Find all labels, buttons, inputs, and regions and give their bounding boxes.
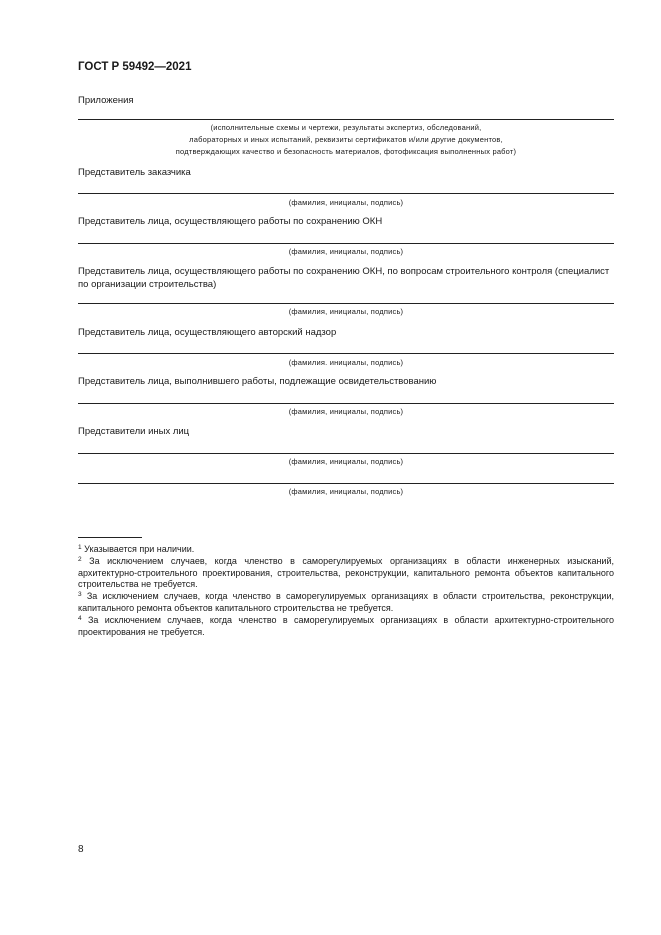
author-supervision-signature-caption: (фамилия. инициалы, подпись) — [288, 358, 404, 367]
customer-label: Представитель заказчика — [78, 167, 191, 178]
standard-code: ГОСТ Р 59492—2021 — [78, 61, 192, 73]
customer-signature-caption: (фамилия, инициалы, подпись) — [288, 198, 404, 207]
footnote-3 — [78, 591, 614, 614]
footnote-1-number: 1 — [78, 544, 82, 551]
other-parties-label: Представители иных лиц — [78, 426, 190, 437]
other-parties-signature-caption-1: (фамилия, инициалы, подпись) — [288, 457, 404, 466]
author-supervision-label: Представитель лица, осуществляющего авторский надзор — [78, 327, 337, 338]
footnote-4-number: 4 — [78, 615, 82, 622]
attachments-line — [78, 119, 614, 120]
attachments-caption — [78, 122, 614, 158]
footnote-2 — [78, 556, 614, 591]
footnote-4 — [78, 615, 614, 638]
okn-signature-line — [78, 243, 614, 244]
footnote-3-number: 3 — [78, 591, 82, 598]
performer-label: Представитель лица, выполнившего работы, подлежащие освидетельствованию — [78, 376, 437, 387]
other-parties-signature-line-1 — [78, 453, 614, 454]
attachments-label: Приложения — [78, 95, 134, 106]
footnote-3-text: За исключением случаев, когда членство в саморегулируемых организациях в области строительства, реконструкции, капитального ремонта объектов капитального строительства не требуется. — [78, 591, 614, 613]
attachments-caption-line-1: (исполнительные схемы и чертежи, результаты экспертиз, обследований, — [210, 123, 482, 132]
okn-control-label: Представитель лица, осуществляющего работы по сохранению ОКН, по вопросам строительного контроля (специалист по организации строительства) — [78, 266, 610, 290]
page-number: 8 — [78, 844, 84, 855]
footnote-1 — [78, 544, 614, 556]
footnote-separator — [78, 537, 142, 538]
okn-control-signature-caption: (фамилия, инициалы, подпись) — [288, 307, 404, 316]
customer-signature-line — [78, 193, 614, 194]
footnote-2-number: 2 — [78, 556, 82, 563]
okn-label: Представитель лица, осуществляющего работы по сохранению ОКН — [78, 216, 383, 227]
performer-signature-line — [78, 403, 614, 404]
other-parties-signature-line-2 — [78, 483, 614, 484]
okn-signature-caption: (фамилия, инициалы, подпись) — [288, 247, 404, 256]
footnote-2-text: За исключением случаев, когда членство в саморегулируемых организациях в области инженерных изысканий, архитектурно-строительного проектирования, строительства, реконструкции, капитального ремонта объектов капитального строительства не требуется. — [78, 556, 614, 589]
author-supervision-signature-line — [78, 353, 614, 354]
other-parties-signature-caption-2: (фамилия, инициалы, подпись) — [288, 487, 404, 496]
attachments-caption-line-3: подтверждающих качество и безопасность материалов, фотофиксация выполненных работ) — [175, 147, 517, 156]
footnote-1-text: Указывается при наличии. — [84, 544, 195, 554]
footnote-4-text: За исключением случаев, когда членство в саморегулируемых организациях в области архитектурно-строительного проектирования не требуется. — [78, 615, 614, 637]
attachments-caption-line-2: лабораторных и иных испытаний, реквизиты сертификатов и/или другие документов, — [189, 135, 503, 144]
performer-signature-caption: (фамилия, инициалы, подпись) — [288, 407, 404, 416]
okn-control-signature-line — [78, 303, 614, 304]
